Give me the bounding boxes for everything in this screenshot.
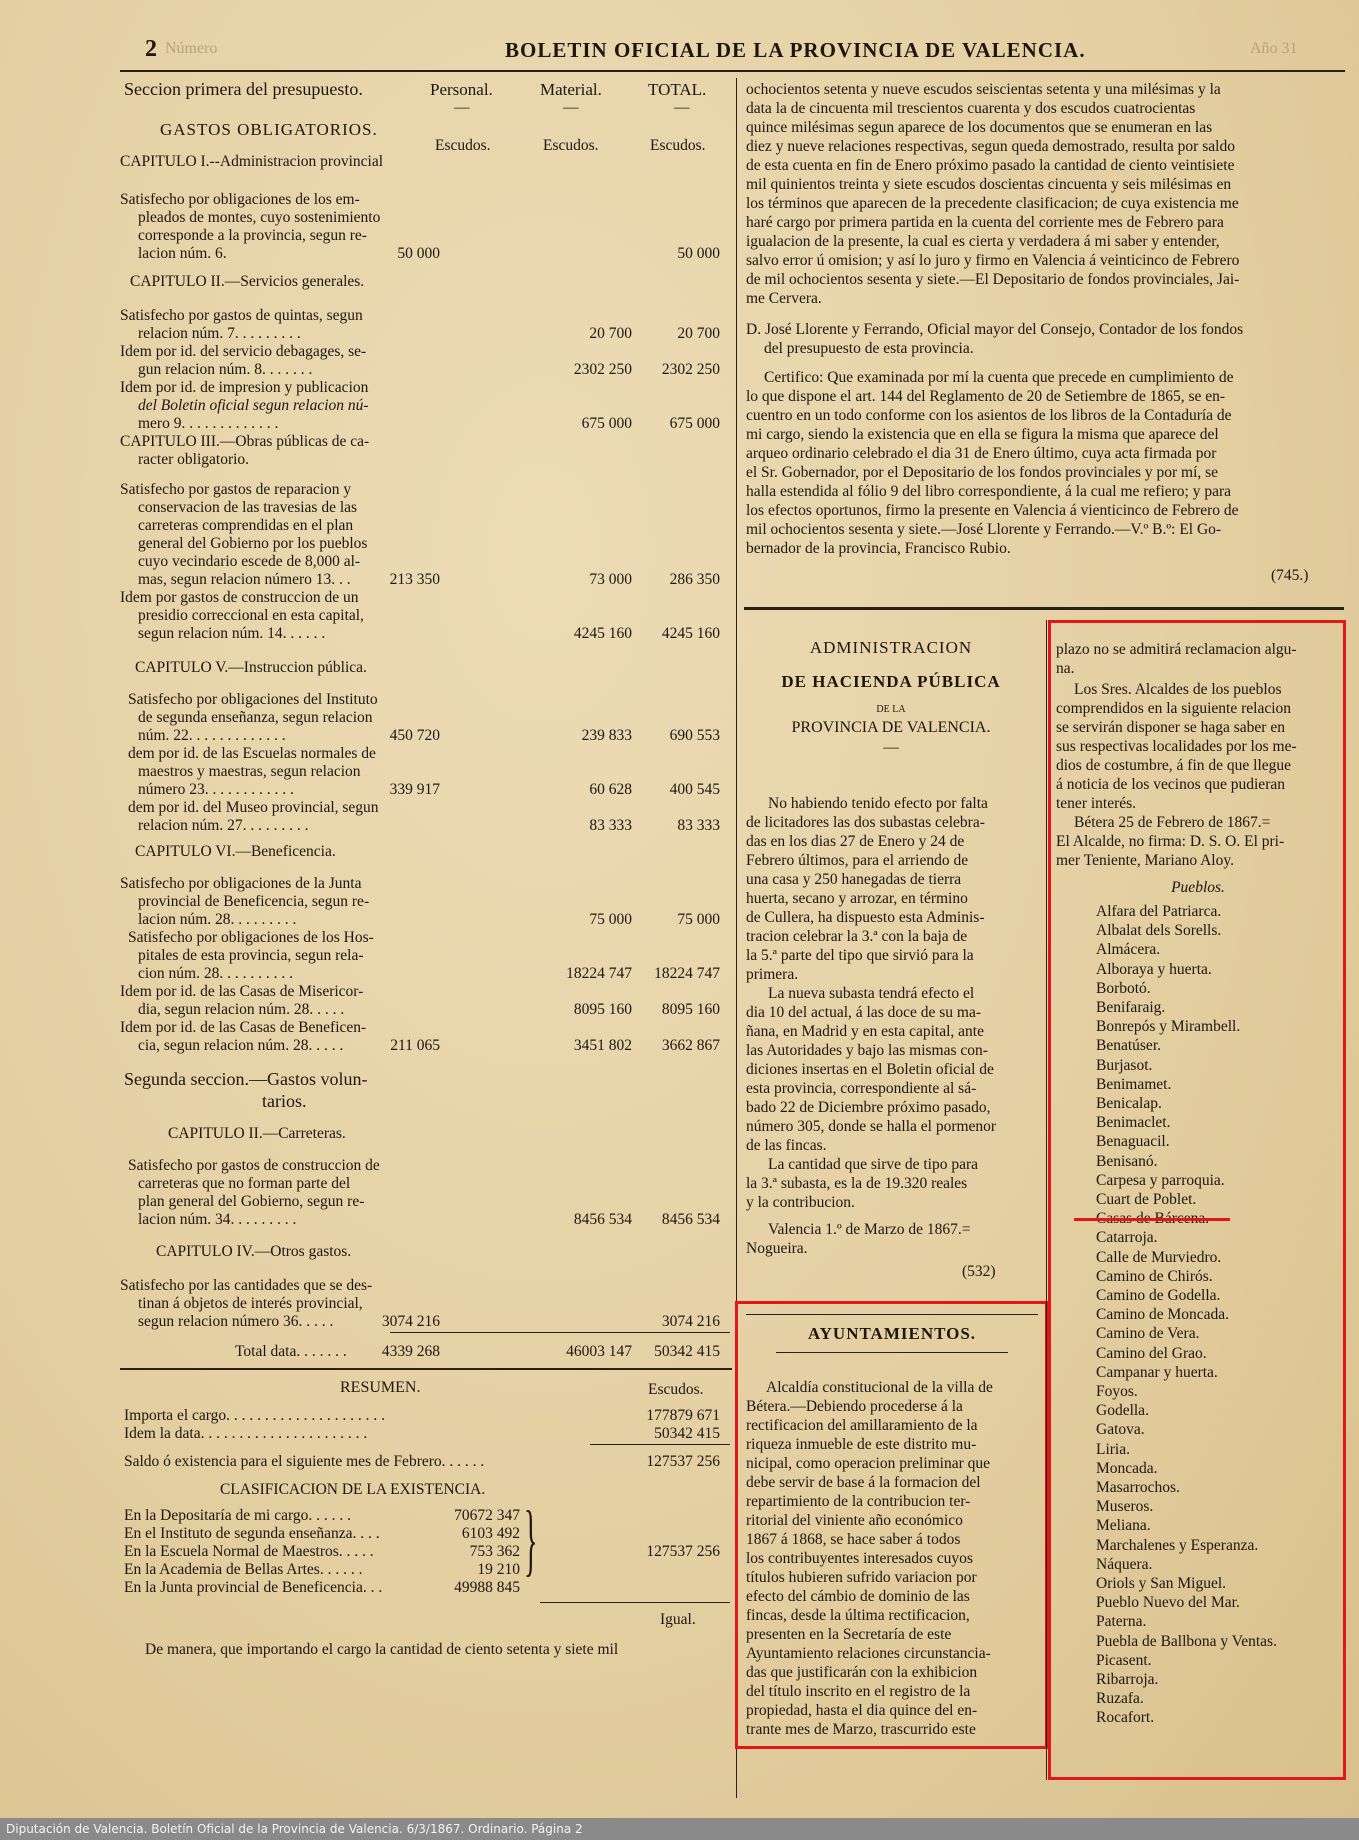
amount-total: 20 700 [677,325,720,342]
pueblo-item: Alfara del Patriarca. [1096,903,1222,920]
ayunt-line: 1867 á 1868, se hace saber á todos [746,1531,961,1548]
entry-text: corresponde a la provincia, segun re- [138,227,367,244]
entry-text: mas, segun relacion número 13. . . [138,571,351,588]
dash: — [674,99,690,116]
resumen-cargo: Importa el cargo. . . . . . . . . . . . . . . . . . . . . [124,1407,386,1424]
ayuntamientos-heading: AYUNTAMIENTOS. [807,1324,977,1343]
notice-line: Valencia 1.º de Marzo de 1867.= [768,1221,971,1238]
closing-text: De manera, que importando el cargo la cantidad de ciento setenta y siete mil [145,1641,619,1658]
pueblo-item: Picasent. [1096,1651,1152,1669]
chapter-heading: CAPITULO II.—Carreteras. [168,1125,346,1142]
notice-line: esta provincia, correspondiente al sá- [746,1080,977,1097]
existence-row: En la Junta provincial de Beneficencia. . . [124,1579,383,1596]
pueblo-item: Marchalenes y Esperanza. [1096,1536,1259,1554]
amount-material: 8456 534 [573,1211,632,1228]
entry-text: Satisfecho por gastos de reparacion y [120,481,352,498]
brace: } [524,1496,538,1584]
ayunt-line: riqueza inmueble de este distrito mu- [746,1436,977,1453]
amount-personal: 339 917 [389,781,440,798]
entry-text: carreteras que no forman parte del [138,1175,351,1192]
entry-text: Idem por gastos de construccion de un [120,589,359,606]
newspaper-title: BOLETIN OFICIAL DE LA PROVINCIA DE VALENCIA. [505,38,1086,62]
pueblo-item: Gatova. [1096,1421,1145,1439]
notice-heading: DE LA [876,704,906,715]
amount-personal: 50 000 [397,245,440,262]
amount-total: 2302 250 [661,361,720,378]
notice-line: Nogueira. [746,1240,808,1257]
cert-line: ochocientos setenta y nueve escudos seiscientas setenta y una milésimas y la [746,81,1221,98]
amount-total: 3074 216 [661,1313,720,1330]
dash: — [454,99,470,116]
amount-material: 83 333 [589,817,632,834]
amount-personal: 450 720 [389,727,440,744]
amount-personal: 211 065 [390,1037,440,1054]
entry-text: lacion núm. 34. . . . . . . . . [138,1211,297,1228]
existence-total: 127537 256 [646,1543,720,1560]
gastos-obligatorios-heading: GASTOS OBLIGATORIOS. [160,120,378,139]
entry-text: presidio correccional en esta capital, [138,607,364,624]
amount-material: 75 000 [589,911,632,928]
amount-total: 400 545 [669,781,720,798]
cert-line: el Sr. Gobernador, por el Depositario de los fondos provinciales y por mí, se [746,464,1219,481]
entry-text: cuyo vecindario escede de 8,000 al- [138,553,361,570]
notice-line: la 5.ª parte del tipo que sirvió para la [746,947,974,964]
ayunt-line: trante mes de Marzo, trascurrido este [746,1721,976,1738]
existence-row: En la Depositaría de mi cargo. . . . . . [124,1507,351,1524]
clasificacion-heading: CLASIFICACION DE LA EXISTENCIA. [220,1481,486,1498]
notice-line: de licitadores las dos subastas celebra- [746,814,985,831]
pueblo-item: Puebla de Ballbona y Ventas. [1096,1632,1277,1650]
ayunt-line: presenten en la Secretaría de este [746,1626,952,1643]
entry-text: Idem por id. de impresion y publicacion [120,379,369,396]
pueblo-item: Benisanó. [1096,1152,1158,1170]
pueblo-item: Cuart de Poblet. [1096,1191,1197,1208]
reference-number: (532) [962,1263,996,1280]
chapter-heading: CAPITULO V.—Instruccion pública. [135,659,367,676]
igual-label: Igual. [660,1611,696,1628]
entry-text: núm. 22. . . . . . . . . . . . . [138,727,286,744]
cert-line: lo que dispone el art. 144 del Reglamento de 20 de Setiembre de 1865, se en- [746,388,1226,405]
entry-text: Satisfecho por gastos de construccion de [128,1157,380,1174]
unit-escudos: Escudos. [543,137,599,154]
pueblo-item: Camino de Moncada. [1096,1306,1230,1324]
box-rule [776,1352,1008,1353]
entry-text: carreteras comprendidas en el plan [138,517,354,534]
ayunt-line: títulos hubieren sufrido variacion por [746,1569,977,1586]
notice-line: de las fincas. [746,1137,827,1154]
entry-text: dia, segun relacion núm. 28. . . . . [138,1001,345,1018]
pueblo-item: Borbotó. [1096,979,1151,997]
section-title: Seccion primera del presupuesto. [124,79,363,99]
data-value: 50342 415 [654,1425,720,1442]
notice-line: dia 10 del actual, á las doce de su ma- [746,1004,981,1021]
cert-line: de esta cuenta en fin de Enero próximo pasado la cantidad de ciento veintisiete [746,157,1235,174]
cert-line: Certifico: Que examinada por mí la cuenta que precede en cumplimiento de [764,369,1234,386]
right-line: dios de costumbre, á fin de que llegue [1056,757,1292,774]
page-header [120,32,1350,68]
sum-rule [540,1602,730,1603]
cert-line: igualacion de la presente, la cual es cierta y verdadera á mi saber y entender, [746,233,1220,250]
col-total: TOTAL. [648,80,707,99]
right-line: El Alcalde, no firma: D. S. O. El pri- [1056,833,1285,850]
reference-number: (745.) [1271,567,1309,584]
entry-text: pleados de montes, cuyo sostenimiento [138,209,381,226]
entry-text: Satisfecho por obligaciones de los em- [120,191,360,208]
amount-total: 286 350 [669,571,720,588]
pueblo-item: Liria. [1096,1440,1130,1458]
entry-text: provincial de Beneficencia, segun re- [138,893,370,910]
notice-line: y la contribucion. [746,1194,855,1211]
footer-caption: Diputación de Valencia. Boletín Oficial de la Provincia de Valencia. 6/3/1867. Ordinario. Página 2 [0,1818,1359,1840]
existence-value: 19 210 [477,1561,520,1578]
notice-line: una casa y 250 hanegadas de tierra [746,871,962,888]
pueblo-item: Benifaraig. [1096,999,1166,1016]
notice-line: Febrero últimos, para el arriendo de [746,852,969,869]
cert-line: mil ochocientos sesenta y siete.—José Llorente y Ferrando.—V.º B.º: El Go- [746,521,1222,538]
ayunt-line: Alcaldía constitucional de la villa de [766,1379,993,1396]
ayunt-line: Bétera.—Debiendo procederse á la [746,1398,963,1415]
header-rule [120,70,1345,72]
entry-text: dem por id. del Museo provincial, segun [128,799,379,816]
entry-text: Satisfecho por obligaciones de la Junta [120,875,362,892]
pueblo-item: Museros. [1096,1498,1154,1516]
sum-rule [590,1444,730,1445]
chapter-heading: CAPITULO VI.—Beneficencia. [135,843,336,860]
pueblo-item: Camino de Chirós. [1096,1267,1213,1285]
cert-line: de mil ochocientos sesenta y siete.—El Depositario de fondos provinciales, Jai- [746,271,1240,288]
cert-line: bernador de la provincia, Francisco Rubio. [746,540,1011,557]
cert-line: data la de cincuenta mil trescientos cuarenta y dos escudos cuatrocientas [746,100,1196,117]
ayunt-line: efecto del cámbio de dominio de las [746,1588,970,1605]
existence-value: 70672 347 [454,1507,520,1524]
col-material: Material. [540,80,602,99]
entry-text: Idem por id. de las Casas de Beneficen- [120,1019,367,1036]
ayunt-line: nicipal, como operacion preliminar que [746,1455,991,1472]
existence-value: 753 362 [469,1543,520,1560]
notice-line: de Cullera, ha dispuesto esta Adminis- [746,909,985,926]
ayunt-line: fincas, desde la última rectificacion, [746,1607,970,1624]
cert-line: haré cargo por primera partida en la cuenta del corriente mes de Febrero para [746,214,1224,231]
chapter-heading: CAPITULO IV.—Otros gastos. [156,1243,352,1260]
entry-text: segun relacion núm. 14. . . . . . [138,625,326,642]
right-line: se servirán disponer se haga saber en [1056,719,1285,736]
entry-text: del Boletin oficial segun relacion nú- [138,397,369,414]
ayunt-line: das que justificarán con la exhibicion [746,1664,978,1681]
amount-total: 50 000 [677,245,720,262]
ayunt-line: repartimiento de la contribucion ter- [746,1493,971,1510]
total-label: Total data. . . . . . . [235,1343,347,1360]
cert-line: mi cargo, siendo la existencia que en ella se figura la misma que aparece del [746,426,1219,443]
pueblo-item: Paterna. [1096,1613,1147,1631]
pueblo-item: Benicalap. [1096,1095,1162,1112]
entry-text: de segunda enseñanza, segun relacion [138,709,373,726]
entry-text: Idem por id. del servicio debagages, se- [120,343,367,360]
existence-row: En el Instituto de segunda enseñanza. . . . [124,1525,380,1542]
right-line: mer Teniente, Mariano Aloy. [1056,852,1234,869]
box-rule [746,1314,1038,1315]
unit-escudos: Escudos. [650,137,706,154]
entry-text: número 23. . . . . . . . . . . . [138,781,294,798]
existence-value: 49988 845 [454,1579,520,1596]
ayunt-line: ritorial del viniente año económico [746,1512,963,1529]
ayunt-line: Ayuntamiento relaciones circunstancia- [746,1645,991,1662]
pueblo-item: Alboraya y huerta. [1096,960,1212,978]
amount-material: 18224 747 [566,965,632,982]
amount-material: 3451 802 [573,1037,632,1054]
entry-text: tinan á objetos de interés provincial, [138,1295,363,1312]
resumen-heading: RESUMEN. [340,1379,421,1396]
pueblo-item: Meliana. [1096,1517,1151,1535]
amount-material: 2302 250 [573,361,632,378]
chapter-heading: CAPITULO II.—Servicios generales. [130,273,365,290]
pueblo-item: Almácera. [1096,941,1161,959]
right-line: comprendidos en la siguiente relacion [1056,700,1292,717]
cert-line: cuentro en un todo conforme con los asientos de los libros de la Contaduría de [746,407,1232,424]
unit-escudos: Escudos. [435,137,491,154]
chapter-heading: racter obligatorio. [138,451,250,468]
budget-column [120,80,730,1800]
right-line: plazo no se admitirá reclamacion algu- [1056,641,1297,658]
amount-total: 675 000 [669,415,720,432]
total-total: 50342 415 [654,1343,720,1360]
notice-line: diciones insertas en el Boletin oficial de [746,1061,994,1078]
notice-line: La nueva subasta tendrá efecto el [768,985,975,1002]
dash: — [883,739,899,756]
right-line: sus respectivas localidades por los me- [1056,738,1297,755]
entry-text: lacion núm. 28. . . . . . . . . [138,911,297,928]
right-line: na. [1056,660,1075,677]
section-rule [744,607,1344,610]
pueblo-item: Ribarroja. [1096,1671,1159,1688]
page-number: 2 [145,36,157,62]
pueblo-item: Pueblo Nuevo del Mar. [1096,1594,1240,1612]
existence-value: 6103 492 [461,1525,520,1542]
pueblos-heading: Pueblos. [1171,879,1225,896]
pueblo-item: Foyos. [1096,1383,1138,1400]
highlight-underline [1074,1218,1230,1221]
notice-heading: PROVINCIA DE VALENCIA. [791,719,991,736]
faint-year-label: Año 31 [1250,40,1298,57]
pueblo-item: Burjasot. [1096,1056,1153,1074]
notice-line: la 3.ª subasta, es la de 19.320 reales [746,1175,968,1192]
pueblo-item: Benimaclet. [1096,1114,1171,1132]
entry-text: Satisfecho por obligaciones del Instituto [128,691,378,708]
ayunt-line: propiedad, hasta el dia quince del en- [746,1702,978,1719]
entry-text: cion núm. 28. . . . . . . . . . [138,965,293,982]
pueblo-item: Camino de Vera. [1096,1325,1200,1343]
entry-text: pitales de esta provincia, segun rela- [138,947,364,964]
entry-text: conservacion de las travesias de las [138,499,358,516]
amount-material: 239 833 [581,727,632,744]
notice-heading: DE HACIENDA PÚBLICA [781,672,1001,691]
amount-total: 690 553 [669,727,720,744]
total-personal: 4339 268 [381,1343,440,1360]
pueblo-item: Calle de Murviedro. [1096,1248,1222,1266]
cert-line: me Cervera. [746,290,822,307]
notice-heading: ADMINISTRACION [809,638,973,657]
entry-text: Satisfecho por obligaciones de los Hos- [128,929,374,946]
entry-text: cia, segun relacion núm. 28. . . . . [138,1037,344,1054]
ayunt-line: debe servir de base á la formacion del [746,1474,981,1491]
pueblo-item: Moncada. [1096,1459,1158,1477]
entry-text: dem por id. de las Escuelas normales de [128,745,376,762]
subtotal-rule [390,1332,730,1333]
amount-total: 8456 534 [661,1211,720,1228]
cert-line: mil quinientos treinta y siete escudos doscientas cincuenta y seis milésimas en [746,176,1232,193]
pueblo-item: Rocafort. [1096,1709,1155,1727]
cargo-value: 177879 671 [646,1407,720,1424]
notice-line: huerta, secano y arrozar, en término [746,890,968,907]
entry-text: gun relacion núm. 8. . . . . . . [138,361,313,378]
entry-text: Satisfecho por gastos de quintas, segun [120,307,363,324]
pueblo-item: Benimamet. [1096,1075,1172,1093]
pueblo-item: Godella. [1096,1402,1149,1420]
entry-text: Idem por id. de las Casas de Misericor- [120,983,364,1000]
notice-line: primera. [746,966,799,983]
entry-text: mero 9. . . . . . . . . . . . . [138,415,279,432]
column-divider [1046,620,1047,1780]
col-personal: Personal. [430,80,493,99]
notice-line: número 305, donde se halla el pormenor [746,1118,997,1135]
amount-total: 3662 867 [661,1037,720,1054]
cert-line: arqueo ordinario celebrado el dia 31 de Enero último, cuya acta firmada por [746,445,1217,462]
amount-total: 83 333 [677,817,720,834]
entry-text: lacion núm. 6. [138,245,227,262]
existence-row: En la Escuela Normal de Maestros. . . . . [124,1543,374,1560]
entry-text: plan general del Gobierno, segun re- [138,1193,365,1210]
ayunt-line: los contribuyentes interesados cuyos [746,1550,973,1567]
notice-line: No habiendo tenido efecto por falta [768,795,988,812]
pueblo-item: Benatúser. [1096,1037,1161,1055]
entry-text: relacion núm. 27. . . . . . . . . [138,817,309,834]
chapter-heading: CAPITULO III.—Obras públicas de ca- [120,433,370,450]
pueblo-item: Campanar y huerta. [1096,1363,1218,1381]
notice-line: das en los dias 27 de Enero y 24 de [746,833,965,850]
pueblo-item: Albalat dels Sorells. [1096,922,1222,940]
right-line: Los Sres. Alcaldes de los pueblos [1074,681,1282,698]
existence-row: En la Academia de Bellas Artes. . . . . . [124,1561,363,1578]
cert-line: diez y nueve relaciones respectivas, segun queda demostrado, resulta por saldo [746,138,1235,155]
amount-material: 20 700 [589,325,632,342]
pueblo-item: Oriols y San Miguel. [1096,1575,1227,1592]
cert-line: los efectos oportunos, firmo la presente en Valencia á vienticinco de Febrero de [746,502,1239,519]
pueblo-item: Benaguacil. [1096,1133,1170,1151]
amount-personal: 213 350 [389,571,440,588]
resumen-data: Idem la data. . . . . . . . . . . . . . . . . . . . . . [124,1425,368,1442]
pueblo-item: Bonrepós y Mirambell. [1096,1018,1241,1036]
pueblo-item: Camino de Godella. [1096,1287,1221,1304]
amount-material: 73 000 [589,571,632,588]
table-rule [120,1368,732,1370]
entry-text: segun relacion número 36. . . . . [138,1313,334,1330]
notice-line: las Autoridades y bajo las mismas con- [746,1042,988,1059]
unit-escudos: Escudos. [648,1381,704,1398]
saldo-value: 127537 256 [646,1453,720,1470]
right-line: tener interés. [1056,795,1137,812]
cert-line: halla estendida al fólio 9 del libro correspondiente, á la cual me refiero; y para [746,483,1232,500]
entry-text: maestros y maestras, segun relacion [138,763,361,780]
notice-line: La cantidad que sirve de tipo para [768,1156,979,1173]
notice-line: tracion celebrar la 3.ª con la baja de [746,928,968,945]
faint-number-label: Número [165,40,218,57]
amount-total: 8095 160 [661,1001,720,1018]
amount-material: 8095 160 [573,1001,632,1018]
notice-line: bado 22 de Diciembre próximo pasado, [746,1099,991,1116]
ayunt-line: rectificacion del amillaramiento de la [746,1417,978,1434]
cert-line: los términos que aparecen de la precedente clasificacion; de cuya existencia me [746,195,1239,212]
cert-line: salvo error ú omision; y así lo juro y firmo en Valencia á veinticinco de Febrero [746,252,1240,269]
right-line: Bétera 25 de Febrero de 1867.= [1074,814,1271,831]
ayunt-line: del título inscrito en el registro de la [746,1683,971,1700]
pueblo-item: Ruzafa. [1096,1690,1144,1708]
right-line: á noticia de los vecinos que pudieran [1056,776,1285,793]
notice-line: ñana, en Madrid y en esta capital, ante [746,1023,984,1040]
amount-material: 675 000 [581,415,632,432]
dash: — [563,99,579,116]
section-heading: Segunda seccion.—Gastos volun- [124,1069,368,1089]
chapter-heading: CAPITULO I.--Administracion provincial [120,153,384,170]
amount-material: 4245 160 [573,625,632,642]
pueblo-item: Camino del Grao. [1096,1344,1207,1362]
cert-line: quince milésimas segun aparece de los documentos que se enumeran en las [746,119,1213,136]
total-material: 46003 147 [566,1343,632,1360]
pueblo-item: Náquera. [1096,1555,1153,1573]
amount-total: 4245 160 [661,625,720,642]
pueblo-item: Masarrochos. [1096,1479,1180,1496]
amount-personal: 3074 216 [381,1313,440,1330]
section-heading: tarios. [262,1091,307,1111]
amount-material: 60 628 [589,781,632,798]
pueblo-item: Carpesa y parroquia. [1096,1171,1225,1189]
cert-line: D. José Llorente y Ferrando, Oficial mayor del Consejo, Contador de los fondos [746,321,1244,338]
saldo-label: Saldo ó existencia para el siguiente mes de Febrero. . . . . . [124,1453,485,1470]
amount-total: 18224 747 [654,965,720,982]
amount-total: 75 000 [677,911,720,928]
pueblo-item: Catarroja. [1096,1229,1158,1247]
entry-text: relacion núm. 7. . . . . . . . . [138,325,301,342]
entry-text: general del Gobierno por los pueblos [138,535,368,552]
cert-line: del presupuesto de esta provincia. [764,340,974,357]
entry-text: Satisfecho por las cantidades que se des- [120,1277,373,1294]
